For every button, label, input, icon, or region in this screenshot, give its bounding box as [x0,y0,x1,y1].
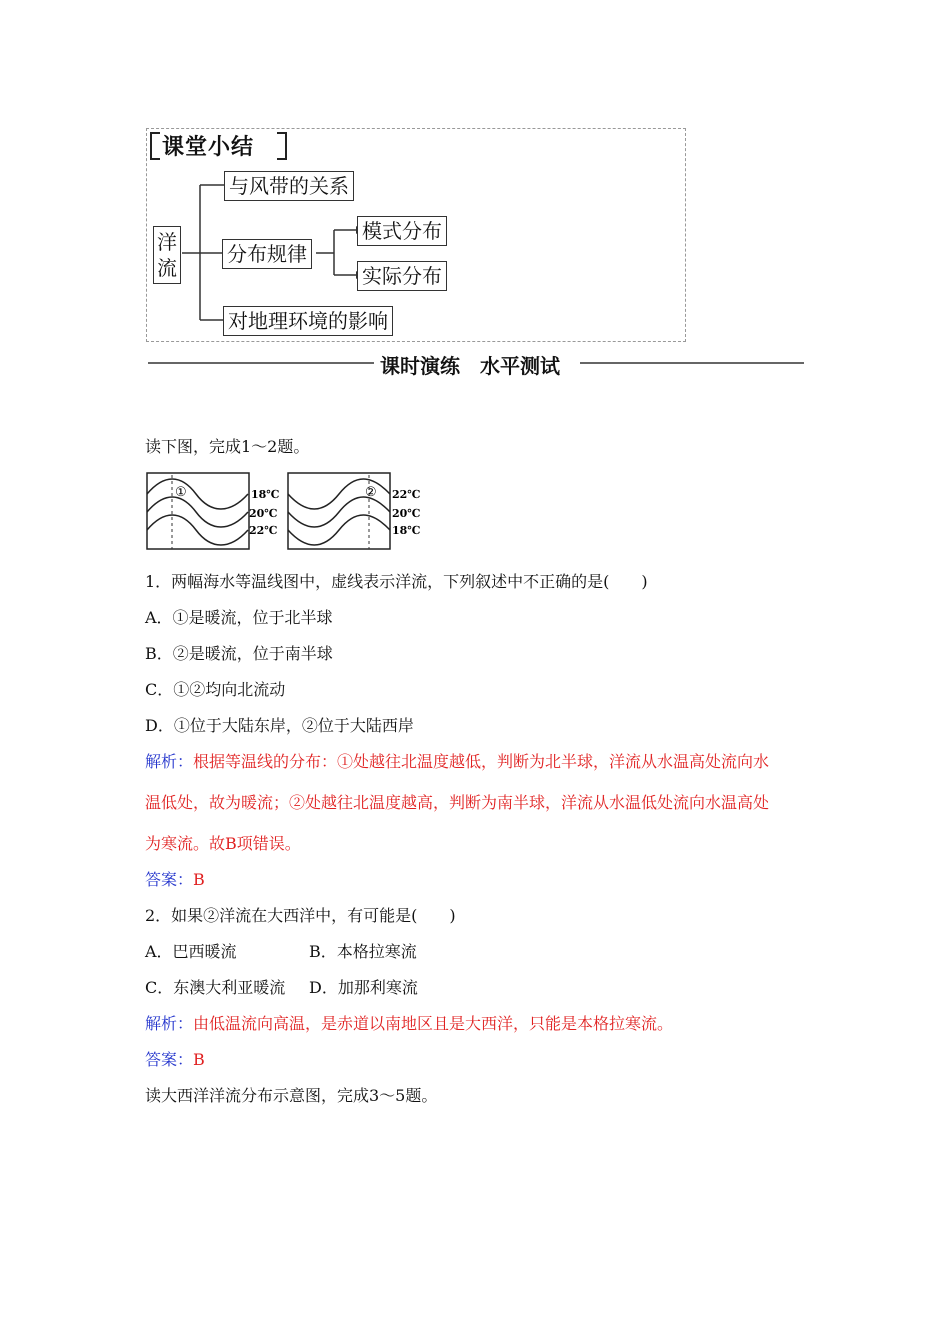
q2-answer-line [145,1049,205,1071]
q1-option-a: A．①是暖流，位于北半球 [145,608,333,627]
q2-option-a: A．巴西暖流 [145,942,237,961]
q1-analysis-label: 解析： [145,752,194,771]
q1-option-b: B．②是暖流，位于南半球 [145,644,333,663]
q2-analysis-text: 由低温流向高温，是赤道以南地区且是大西洋，只能是本格拉寒流。 [193,1014,674,1033]
left-marker: ① [175,485,187,500]
isotherm-figure [146,472,426,552]
right-label-mid: 20℃ [392,507,421,520]
q1-analysis-line-3: 为寒流。故B项错误。 [145,834,301,853]
left-panel-frame [147,473,249,549]
header-rule-left [148,362,374,364]
q1-option-d: D．①位于大陆东岸，②位于大陆西岸 [145,716,414,735]
box-actual-distribution: 实际分布 [357,261,447,291]
q2-analysis-label: 解析： [145,1014,194,1033]
left-label-bottom: 22℃ [249,524,278,537]
intro-1: 读下图，完成1～2题。 [145,437,310,456]
root-char-2: 流 [157,256,177,280]
left-isotherms [147,479,248,545]
right-marker: ② [365,485,377,500]
box-model-distribution: 模式分布 [357,216,447,246]
q1-analysis-line-1 [145,751,769,773]
box-distribution: 分布规律 [222,239,312,269]
q2-option-d: D．加那利寒流 [309,978,418,997]
summary-connectors [0,0,950,400]
summary-title: 课堂小结 [162,134,255,160]
q1-option-c: C．①②均向北流动 [145,680,286,699]
box-wind-relation: 与风带的关系 [224,171,354,201]
q2-stem: 2．如果②洋流在大西洋中，有可能是( ) [145,906,456,925]
root-box [153,226,181,284]
q1-stem: 1．两幅海水等温线图中，虚线表示洋流，下列叙述中不正确的是( ) [145,572,648,591]
q2-analysis-line [145,1013,673,1035]
intro-2: 读大西洋洋流分布示意图，完成3～5题。 [145,1086,438,1105]
q2-answer-value: B [193,1050,205,1069]
left-label-mid: 20℃ [249,507,278,520]
box-environment-impact: 对地理环境的影响 [223,306,393,336]
q2-option-b: B．本格拉寒流 [309,942,417,961]
root-char-1: 洋 [157,230,177,254]
q1-answer-value: B [193,870,205,889]
right-label-top: 22℃ [392,488,421,501]
section-header: 课时演练 水平测试 [380,354,560,378]
right-label-bottom: 18℃ [392,524,421,537]
q2-option-c: C．东澳大利亚暖流 [145,978,286,997]
q1-analysis-text-1: 根据等温线的分布：①处越往北温度越低，判断为北半球，洋流从水温高处流向水 [193,752,770,771]
q1-analysis-line-2: 温低处，故为暖流；②处越往北温度越高，判断为南半球，洋流从水温低处流向水温高处 [145,793,770,812]
q1-answer-label: 答案： [145,870,194,889]
q2-answer-label: 答案： [145,1050,194,1069]
header-rule-right [580,362,804,364]
left-label-top: 18℃ [251,488,280,501]
q1-answer-line [145,869,205,891]
